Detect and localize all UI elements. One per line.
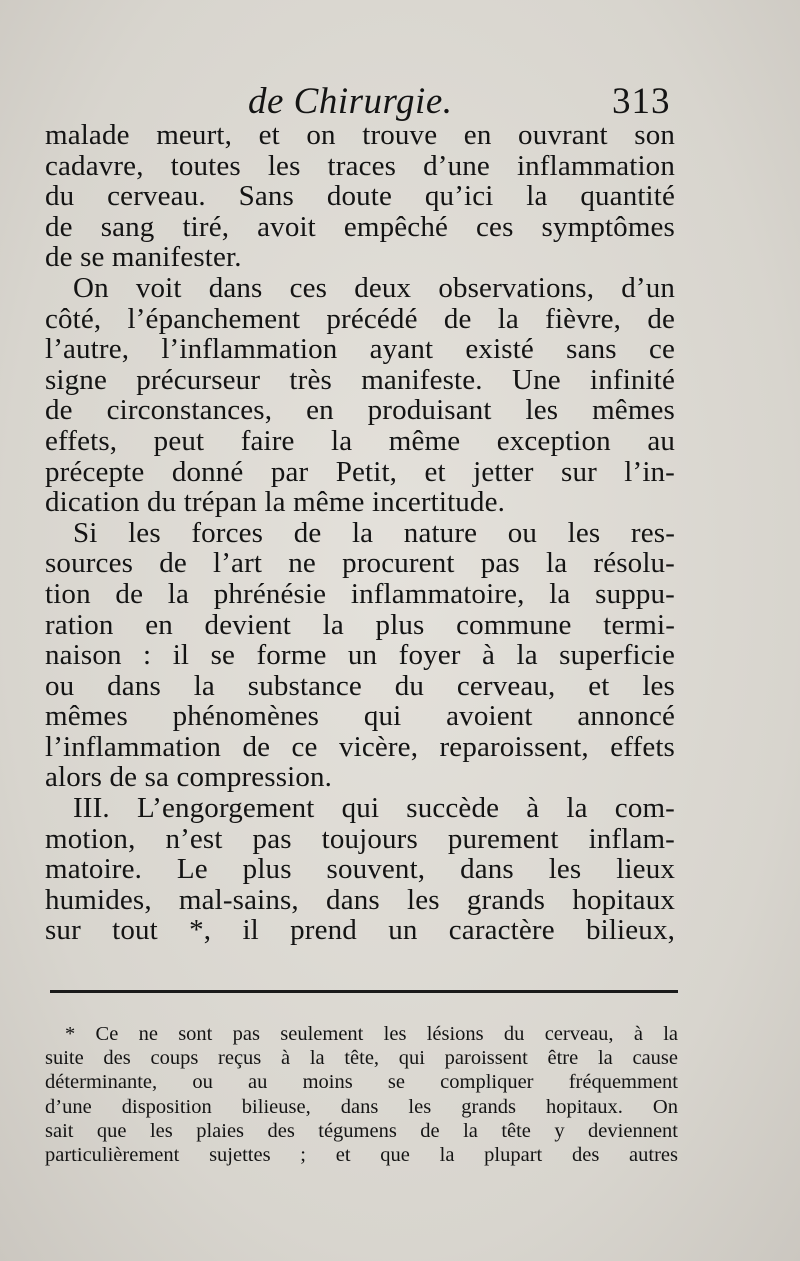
body-line: effets, peut faire la même exception au: [45, 424, 675, 457]
body-line: du cerveau. Sans doute qu’ici la quantité: [45, 180, 675, 213]
running-head-title: de Chirurgie.: [248, 81, 453, 122]
body-line: naison : il se forme un foyer à la superficie: [45, 639, 675, 672]
body-line: matoire. Le plus souvent, dans les lieux: [45, 853, 675, 886]
body-line: humides, mal-sains, dans les grands hopitaux: [45, 883, 675, 916]
footnote: [45, 1022, 678, 1167]
body-line: On voit dans ces deux observations, d’un: [73, 271, 675, 304]
page-number: 313: [612, 81, 671, 122]
body-line: ou dans la substance du cerveau, et les: [45, 669, 675, 702]
footnote-line: suite des coups reçus à la tête, qui paroissent être la cause: [45, 1047, 678, 1070]
footnote-line: * Ce ne sont pas seulement les lésions du cerveau, à la: [65, 1023, 678, 1045]
body-line: dication du trépan la même incertitude.: [45, 486, 506, 519]
body-text: [45, 120, 675, 946]
footnote-rule: [50, 990, 678, 993]
running-head: [0, 80, 800, 124]
footnote-line: sait que les plaies des tégumens de la tête y deviennent: [45, 1119, 678, 1142]
body-line: sur tout *, il prend un caractère bilieux,: [45, 914, 675, 947]
body-line: précepte donné par Petit, et jetter sur l’in-: [45, 455, 675, 488]
body-line: alors de sa compression.: [45, 761, 333, 794]
body-line: cadavre, toutes les traces d’une inflammation: [45, 149, 675, 182]
footnote-line: d’une disposition bilieuse, dans les grands hopitaux. On: [45, 1095, 678, 1118]
body-line: ration en devient la plus commune termi-: [45, 608, 675, 641]
body-line: malade meurt, et on trouve en ouvrant son: [45, 119, 675, 151]
body-line: Si les forces de la nature ou les res-: [73, 516, 675, 549]
body-line: de circonstances, en produisant les mêmes: [45, 394, 675, 427]
body-line: motion, n’est pas toujours purement inflam-: [45, 822, 675, 855]
body-line: de se manifester.: [45, 241, 242, 274]
body-line: côté, l’épanchement précédé de la fièvre, de: [45, 302, 675, 335]
body-line: tion de la phrénésie inflammatoire, la suppu-: [45, 577, 675, 610]
body-line: l’autre, l’inflammation ayant existé sans ce: [45, 333, 675, 366]
footnote-line: particulièrement sujettes ; et que la plupart des autres: [45, 1143, 678, 1166]
body-line: sources de l’art ne procurent pas la résolu-: [45, 547, 675, 580]
footnote-line: déterminante, ou au moins se compliquer fréquemment: [45, 1071, 678, 1094]
body-line: signe précurseur très manifeste. Une infinité: [45, 363, 675, 396]
body-line: III. L’engorgement qui succède à la com-: [73, 792, 675, 825]
body-line: mêmes phénomènes qui avoient annoncé: [45, 700, 675, 733]
body-line: de sang tiré, avoit empêché ces symptômes: [45, 210, 675, 243]
body-line: l’inflammation de ce vicère, reparoissent, effets: [45, 730, 675, 763]
